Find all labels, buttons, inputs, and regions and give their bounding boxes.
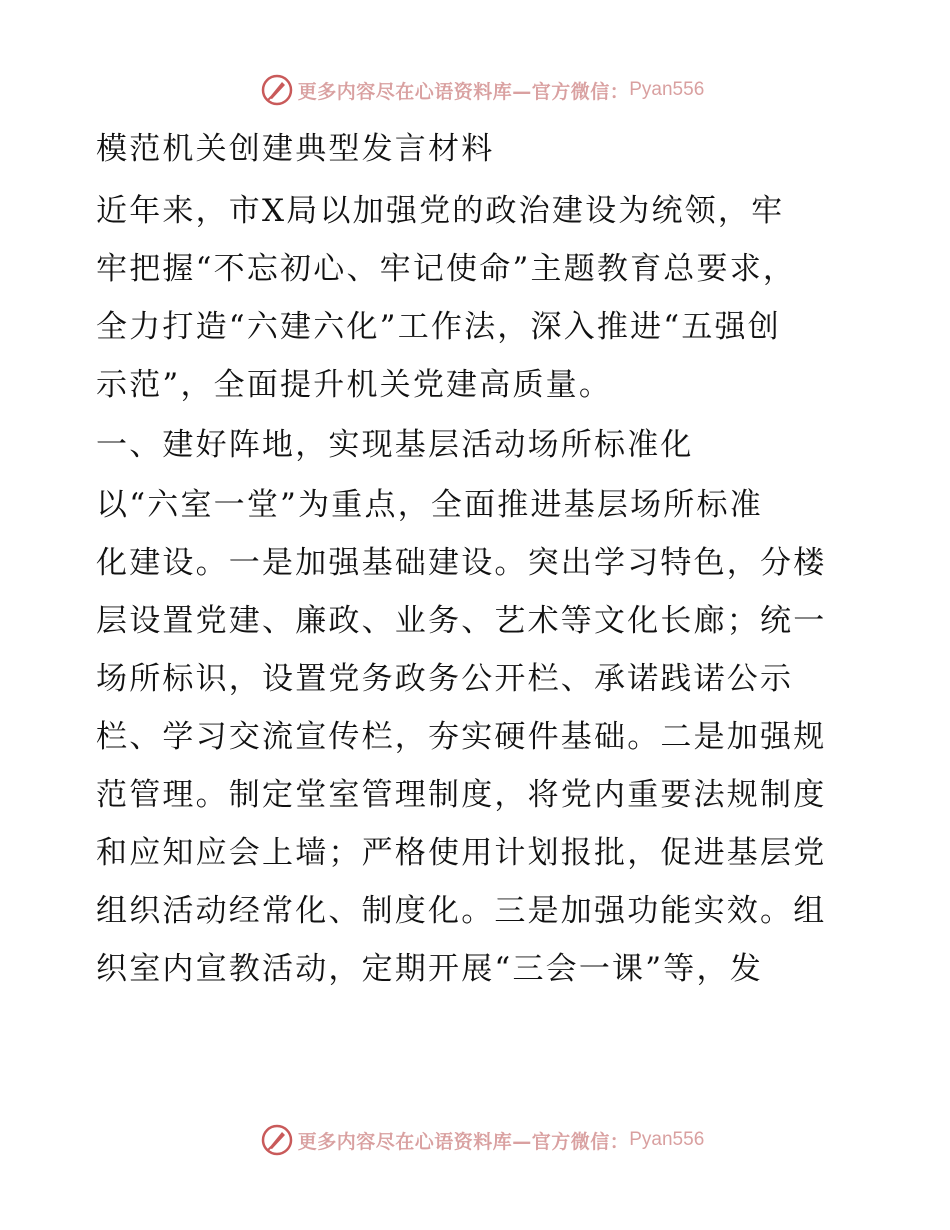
paragraph-line: 织室内宣教活动，定期开展“三会一课”等，发 [96,951,763,987]
section-heading: 一、建好阵地，实现基层活动场所标准化 [96,427,694,463]
watermark-handle: Pyan556 [629,79,705,100]
document-title: 模范机关创建典型发言材料 [96,131,495,167]
watermark-handle: Pyan556 [629,1129,705,1150]
paragraph-line: 和应知应会上墙；严格使用计划报批，促进基层党 [96,835,827,871]
paragraph-line: 近年来，市X局以加强党的政治建设为统领，牢 [96,193,785,229]
watermark-text: 更多内容尽在心语资料库—官方微信： [297,1130,630,1153]
quill-circle-icon [260,73,294,107]
paragraph-line: 范管理。制定堂室管理制度，将党内重要法规制度 [96,777,827,813]
paragraph-line: 化建设。一是加强基础建设。突出学习特色，分楼 [96,545,827,581]
document-body [96,120,856,998]
paragraph-line: 层设置党建、廉政、业务、艺术等文化长廊；统一 [96,603,827,639]
watermark-text: 更多内容尽在心语资料库—官方微信： [297,80,630,103]
paragraph-line: 示范”，全面提升机关党建高质量。 [96,367,613,403]
quill-circle-icon [260,1123,294,1157]
footer-watermark [0,1120,950,1160]
paragraph-line: 以“六室一堂”为重点，全面推进基层场所标准 [96,487,763,523]
paragraph-line: 栏、学习交流宣传栏，夯实硬件基础。二是加强规 [96,719,827,755]
paragraph-line: 全力打造“六建六化”工作法，深入推进“五强创 [96,309,781,345]
header-watermark [0,70,950,110]
paragraph-line: 场所标识，设置党务政务公开栏、承诺践诺公示 [96,661,794,697]
paragraph-line: 组织活动经常化、制度化。三是加强功能实效。组 [96,893,827,929]
paragraph-line: 牢把握“不忘初心、牢记使命”主题教育总要求， [96,251,797,287]
